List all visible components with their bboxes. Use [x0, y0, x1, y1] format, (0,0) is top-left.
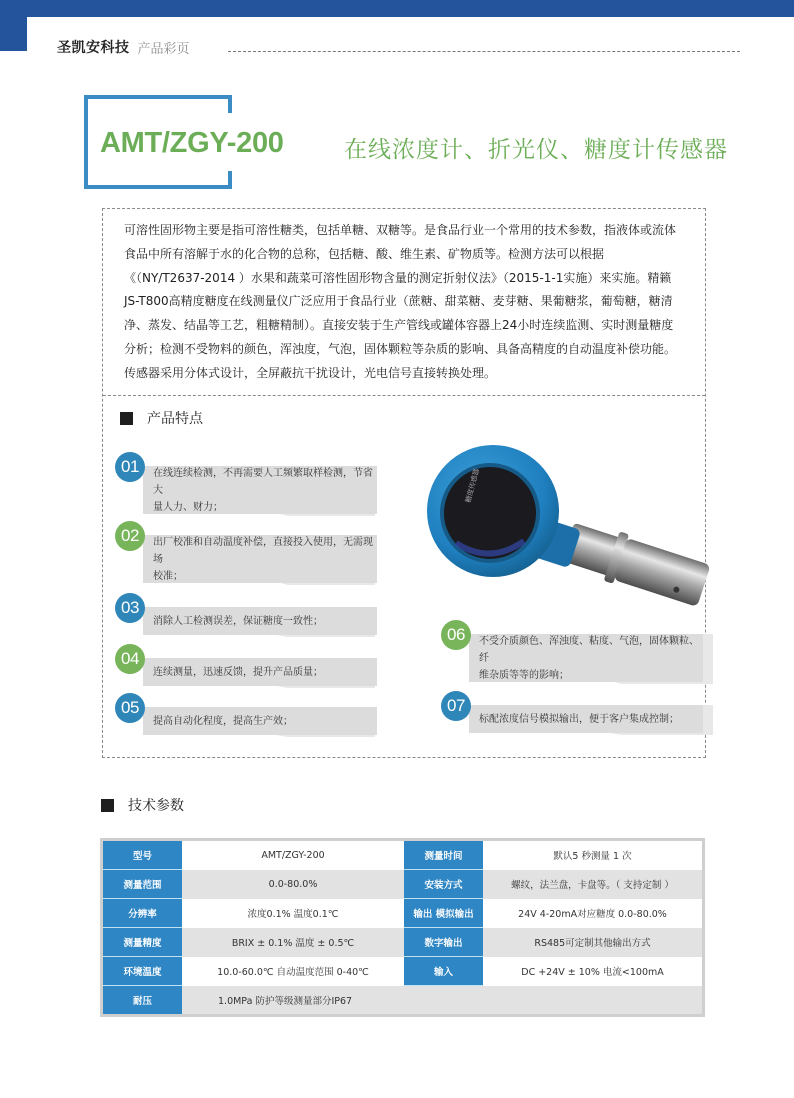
feature-text: 维杂质等等的影响； — [479, 669, 569, 681]
table-row — [103, 928, 702, 957]
left-brand-tab — [0, 0, 27, 51]
spec-label: 环境温度 — [103, 957, 182, 986]
feature-number-badge: 01 — [115, 452, 145, 482]
sensor-product-image — [418, 433, 713, 623]
page-header — [57, 37, 190, 57]
spec-label: 数字输出 — [404, 928, 483, 957]
page-subtitle: 产品彩页 — [137, 41, 190, 57]
table-row — [103, 870, 702, 899]
spec-label: 耐压 — [103, 986, 182, 1015]
feature-text: 提高自动化程度，提高生产效； — [153, 715, 293, 727]
spec-label: 输入 — [404, 957, 483, 986]
intro-divider — [103, 395, 705, 396]
feature-panel — [143, 707, 377, 735]
spec-label: 输出 模拟输出 — [404, 899, 483, 928]
spec-value: 0.0-80.0% — [182, 870, 404, 899]
model-subtitle: 在线浓度计、折光仪、糖度计传感器 — [344, 137, 728, 163]
intro-line: JS-T800高精度糖度在线测量仪广泛应用于食品行业（蔗糖、甜菜糖、麦芽糖、果葡糖浆，葡萄糖，糖清 — [124, 294, 673, 309]
specs-heading — [101, 795, 184, 815]
feature-number-badge: 05 — [115, 693, 145, 723]
intro-paragraph — [124, 219, 690, 386]
spec-value: AMT/ZGY-200 — [182, 841, 404, 870]
header-dashed-rule — [228, 51, 740, 52]
company-name: 圣凯安科技 — [57, 40, 130, 56]
feature-panel — [143, 466, 377, 514]
feature-panel — [469, 634, 703, 682]
feature-number-badge: 02 — [115, 521, 145, 551]
table-row — [103, 841, 702, 870]
square-bullet-icon — [120, 412, 133, 425]
spec-value: DC +24V ± 10% 电流<100mA — [483, 957, 702, 986]
top-brand-bar — [0, 0, 794, 17]
spec-label: 测量精度 — [103, 928, 182, 957]
spec-label: 安装方式 — [404, 870, 483, 899]
feature-number-badge: 07 — [441, 691, 471, 721]
spec-value: 螺纹，法兰盘，卡盘等。（ 支持定制 ） — [483, 870, 702, 899]
spec-label: 型号 — [103, 841, 182, 870]
feature-text: 出厂校准和自动温度补偿，直接投入使用，无需现场 — [153, 536, 373, 565]
spec-value: 10.0-60.0℃ 自动温度范围 0-40℃ — [182, 957, 404, 986]
spec-value: RS485可定制其他输出方式 — [483, 928, 702, 957]
spec-value: 24V 4-20mA对应糖度 0.0-80.0% — [483, 899, 702, 928]
feature-text: 在线连续检测，不再需要人工频繁取样检测，节省大 — [153, 467, 373, 496]
spec-value: 浓度0.1% 温度0.1℃ — [182, 899, 404, 928]
spec-value: 默认5 秒测量 1 次 — [483, 841, 702, 870]
feature-text: 标配浓度信号模拟输出，便于客户集成控制； — [479, 713, 679, 725]
intro-line: 分析；检测不受物料的颜色，浑浊度，气泡，固体颗粒等杂质的影响、具备高精度的自动温度补偿功能。 — [124, 341, 677, 356]
spec-value: 1.0MPa 防护等级测量部分IP67 — [182, 986, 702, 1015]
feature-text: 连续测量，迅速反馈，提升产品质量； — [153, 666, 323, 678]
intro-line: 可溶性固形物主要是指可溶性糖类，包括单糖、双糖等。是食品行业一个常用的技术参数，指液体或流体 — [124, 223, 677, 237]
table-row — [103, 986, 702, 1015]
specs-title: 技术参数 — [128, 798, 184, 814]
feature-number-badge: 03 — [115, 593, 145, 623]
feature-panel — [469, 705, 703, 733]
table-row — [103, 899, 702, 928]
square-bullet-icon — [101, 799, 114, 812]
features-heading — [120, 408, 203, 428]
specs-table — [100, 838, 705, 1017]
spec-label: 测量时间 — [404, 841, 483, 870]
sensor-display-label: 糖度传感器 — [464, 467, 481, 504]
spec-value: BRIX ± 0.1% 温度 ± 0.5℃ — [182, 928, 404, 957]
feature-panel — [143, 658, 377, 686]
model-title: AMT/ZGY-200 — [100, 127, 284, 159]
feature-number-badge: 04 — [115, 644, 145, 674]
feature-panel — [143, 607, 377, 635]
intro-line: 食品中所有溶解于水的化合物的总称，包括糖、酸、维生素、矿物质等。检测方法可以根据 — [124, 246, 605, 261]
feature-text: 不受介质颜色、浑浊度、粘度、气泡，固体颗粒、纤 — [479, 635, 699, 664]
feature-number-badge: 06 — [441, 620, 471, 650]
features-title: 产品特点 — [147, 411, 203, 427]
spec-label: 分辨率 — [103, 899, 182, 928]
feature-panel — [143, 535, 377, 583]
spec-label: 测量范围 — [103, 870, 182, 899]
intro-line: 传感器采用分体式设计，全屏蔽抗干扰设计，光电信号直接转换处理。 — [124, 365, 497, 380]
table-row — [103, 957, 702, 986]
feature-text: 量人力、财力； — [153, 501, 223, 513]
feature-text: 消除人工检测误差，保证糖度一致性； — [153, 615, 323, 627]
intro-line: 《（NY/T2637-2014 ）水果和蔬菜可溶性固形物含量的测定折射仪法》（2015-1-1实施）来实施。精籁 — [124, 270, 672, 285]
intro-line: 净、蒸发、结晶等工艺，粗糖精制）。直接安装于生产管线或罐体容器上24小时连续监测、实时测量糖度 — [124, 318, 674, 333]
feature-text: 校准； — [153, 570, 183, 582]
